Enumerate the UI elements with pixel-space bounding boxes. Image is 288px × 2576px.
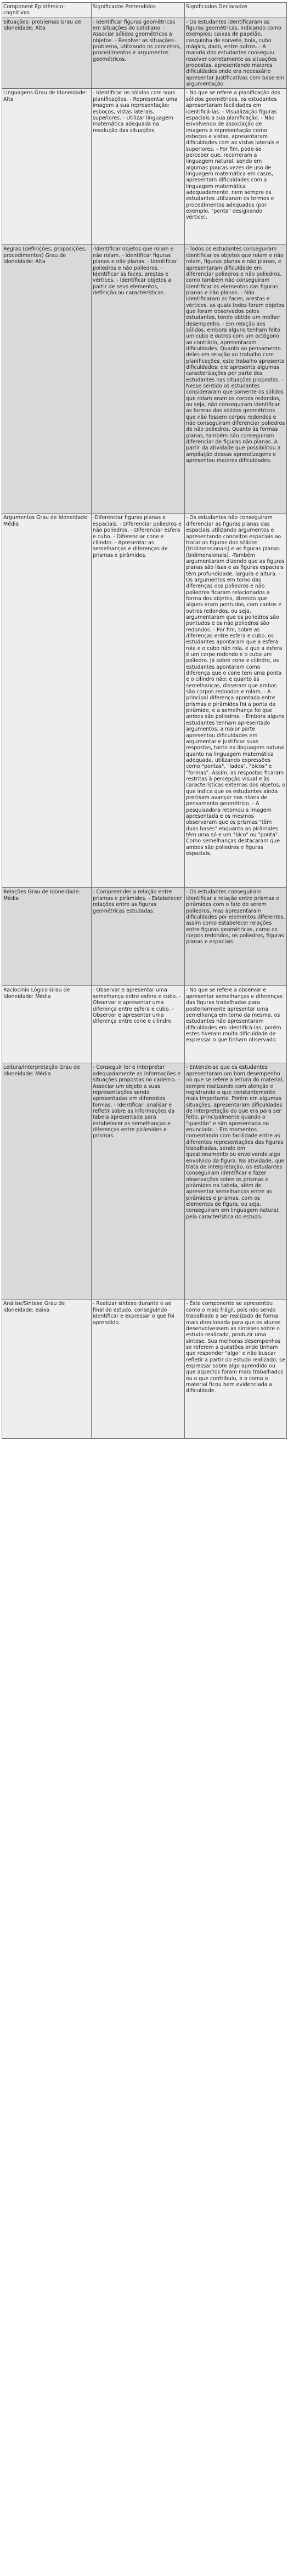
declarados-cell: - No que se refere a observar e apresentar semelhanças e diferenças das figuras trabalhadas para posteriormente apresentar uma semelhança em torno da mesma, os estudantes não apresentaram dificuldades em identificá-las, porém estes tiveram muita dificuldade de expressar o que tinham observado.: [185, 986, 287, 1063]
declarados-cell: - Este componente se apresentou como o mais frágil, pois não sendo trabalhado a ser realizado de forma mais direcionada para que os alunos desenvolvessem as sínteses sobre o estudo realizado, produzir uma síntese. Sua melhoras desempenhos se referem a questões onde tinham que responder "algo" e não buscar refletir a partir do estudo realizado; se expressar sobre algo aprendido ou que aspectos foram mais trabalhados ou o que contribuiu, e o como o material ficou bem evidenciada a dificuldade.: [185, 1300, 287, 1439]
pretendidos-cell: -Diferenciar figuras planas e espaciais. - Diferenciar poliedros e não poliedros. - Diferenciar esfera e cubo. - Diferenciar cone e cilindro. - Apresentar as semelhanças e diferenças de prismas e pirâmides.: [92, 514, 185, 888]
declarados-cell: - Os estudantes identificaram as figuras geométricas, indicando como exemplos: caixas de papelão, casquinha de sorvete, bola, cubo mágico, dado, entre outros. - A maioria dos estudantes conseguiu resolver corretamente as situações propostas, apresentando maiores dificuldades onde era necessário apresentar justificativas com base em argumentação.: [185, 18, 287, 89]
table-row: [2, 986, 287, 1063]
table-row: [2, 1300, 287, 1439]
component-cell: Regras (definições, proposições, procedimentos) Grau de Idoneidade: Alta: [2, 245, 92, 514]
component-cell: Situações- problemas Grau de Idoneidade: Alta: [2, 18, 92, 89]
table-row: [2, 18, 287, 89]
pretendidos-cell: - Observar e apresentar uma semelhança entre esfera e cubo. - Observar e apresentar uma diferença entre esfera e cubo. - Observar e apresentar uma diferença entre cone e cilindro.: [92, 986, 185, 1063]
table-row: [2, 514, 287, 888]
header-pretendidos: Significados Pretendidos: [92, 3, 185, 18]
pretendidos-cell: - Compreender a relação entre prismas e pirâmides. - Estabelecer relações entre as figuras geométricas estudadas.: [92, 888, 185, 986]
component-cell: Argumentos Grau de Idoneidade: Média: [2, 514, 92, 888]
component-cell: Raciocínio Lógico Grau de Idoneidade: Média: [2, 986, 92, 1063]
component-cell: Relações Grau de Idoneidade: Média: [2, 888, 92, 986]
analysis-table: [2, 2, 287, 1439]
pretendidos-cell: -Identificar objetos que rolam e não rolam. - Identificar figuras planas e não planas. - Identificar poliedros e não poliedros. - Identificar as faces, arestas e vértices. - Identificar objetos a partir de seus elementos, definição ou características.: [92, 245, 185, 514]
pretendidos-cell: - Identificar figuras geométricas em situações do cotidiano. - Associar sólidos geométricos a objetos. - Resolver as situações-problema, utilizando os conceitos, procedimentos e argumentos geométricos.: [92, 18, 185, 89]
pretendidos-cell: - Realizar síntese durante e ao final do estudo, conseguindo identificar e expressar o que foi aprendido.: [92, 1300, 185, 1439]
pretendidos-cell: - Conseguir ler e interpretar adequadamente as informações e situações propostas no caderno. - Associar um objeto a suas representações sendo apresentadas em diferentes formas. - Identificar, analisar e refletir sobre as informações da tabela apresentada para estabelecer as semelhanças e diferenças entre pirâmides e prismas.: [92, 1063, 185, 1300]
table-header-row: [2, 3, 287, 18]
header-component: Component Epistêmico-cognitivos: [2, 3, 92, 18]
table-row: [2, 245, 287, 514]
pretendidos-cell: - Identificar os sólidos com suas planificações. - Representar uma imagem a sua representação: esboços, vistas laterais, superiores. - Utilizar linguagem matemática adequada na resolução das situações.: [92, 89, 185, 245]
component-cell: Análise/Síntese Grau de Idoneidade: Baixa: [2, 1300, 92, 1439]
component-cell: Linguagens Grau de Idoneidade: Alta: [2, 89, 92, 245]
table-row: [2, 888, 287, 986]
declarados-cell: - Entende-se que os estudantes apresentaram um bom desempenho no que se refere a leitura do material, sempre realizando com atenção e registrando o que constantemente mais importante. Porém em algumas situações, apresentaram dificuldades de interpretação do que era para ser feito, principalmente quando o "questão" e sim apresentada no enunciado. - Em momentos comentando com facilidade entre as diferentes representações das figuras trabalhadas, sendo em questionamento ou envolvendo algo envolvido da figura. Na atividade, que trata de interpretação, os estudantes conseguiram identificar e fazer observações sobre os prismas e pirâmides na tabela, além de apresentar semelhanças entre as pirâmides e prismas, com os elementos de figura, ou seja, conseguiram em linguagem natural, pela característica do estudo.: [185, 1063, 287, 1300]
header-declarados: Significados Declarados: [185, 3, 287, 18]
declarados-cell: - No que se refere a planificação dos sólidos geométricos, os estudantes apresentaram facilidades em identificá-las. - Visualização figuras espaciais a sua planificação. - Não envolvendo de associação de imagens à representação como esboços e vistas, apresentaram dificuldades com as vistas laterais e superiores. - Por fim, pode-se perceber que, recorreram a linguagem natural, sendo em algumas poucas vezes de uso de linguagem matemática em casos, apresentam dificuldades com a linguagem matemática adequadamente, nem sempre os estudantes utilizaram os termos e procedimentos adequados (por exemplo, "ponta" designando vértice).: [185, 89, 287, 245]
table-row: [2, 1063, 287, 1300]
declarados-cell: - Os estudantes conseguiram identificar a relação entre prismas e pirâmides com o fato de serem poliedros, mas apresentaram dificuldades por elementos diferentes, assim como estabelecer relações entre figuras geométricas, como os corpos redondos, os poliedros, figuras planas e espaciais.: [185, 888, 287, 986]
table-row: [2, 89, 287, 245]
component-cell: Leitura/Interpretação Grau de Idoneidade: Média: [2, 1063, 92, 1300]
declarados-cell: - Os estudantes não conseguiram diferenciar as figuras planas das espaciais utilizando argumentos e apresentando conceitos espaciais ao tratar as figuras dos sólidos (tridimensionais) e as figuras planas (bidimensionais). -Também argumentaram dizendo que as figuras planas são lisas e as figuras espaciais têm profundidade, largura e altura. - Os argumentos em torno das diferenças dos poliedros e não poliedros ficaram relacionados à forma dos objetos, dizendo que alguns eram pontudos, com cantos e outros redondos, ou seja, argumentaram que os poliedros são pontudos e os não poliedros são redondos. - Por fim, sobre as diferenças entre esfera e cubo, os estudantes apontaram que a esfera rola e o cubo não rola, e que a esfera é um corpo redondo e o cubo um poliedro. Já sobre cone e cilindro, os estudantes apontaram como diferença que o cone tem uma ponta e o cilindro não; e quanto às semelhanças, disseram que ambos são corpos redondos e rolam. - A principal diferença apontada entre prismas e pirâmides foi a ponta da pirâmide, e a semelhança foi que ambos são poliedros. - Embora alguns estudantes tenham apresentado argumentos, a maior parte apresentou dificuldades em argumentar e justificar suas respostas, tanto na linguagem natural quanto na linguagem matemática adequada, utilizando expressões como "pontas", "lados", "bicos" e "formas". Assim, as respostas ficaram restritas à percepção visual e às características externas dos objetos, o que indica que os estudantes ainda precisam avançar nos níveis de pensamento geométrico. - A pesquisadora retomou a imagem apresentada e os mesmos observaram que os prismas "têm duas bases" enquanto as pirâmides têm uma só e um "bico" ou "ponta". Como semelhanças destacaram que ambos são poliedros e figuras espaciais.: [185, 514, 287, 888]
declarados-cell: - Todos os estudantes conseguiram identificar os objetos que rolam e não rolam, figuras planas e não planas, e apresentaram dificuldade em diferenciar poliedros e não poliedros, como também não conseguiram identificar os elementos das figuras planas e não planas. - Não identificaram as faces, arestas e vértices, as quais todos foram objetos que foram observados pelos estudantes, tendo obtido um melhor desempenho. - Em relação aos sólidos, embora alguns tenham feito um cubo e outros com um octógono ao contrário, apresentaram dificuldades. Quanto ao pensamento deles em relação ao trabalho com planificações, este trabalho apresenta dificuldades: ele apresenta algumas caracterizações por parte dos estudantes nas situações propostas. - Nesse sentido os estudantes consideraram que somente os sólidos que rolam eram os corpos redondos, ou seja, não conseguiram identificar as formas dos sólidos geométricos que não fossem corpos redondos e não conseguiram diferenciar poliedros de não poliedros. Quanto às formas planas, também não conseguiram diferenciar de figuras não planas. A partir da atividade que possibilitou a ampliação dessas aprendizagens e apresentou maiores dificuldades.: [185, 245, 287, 514]
